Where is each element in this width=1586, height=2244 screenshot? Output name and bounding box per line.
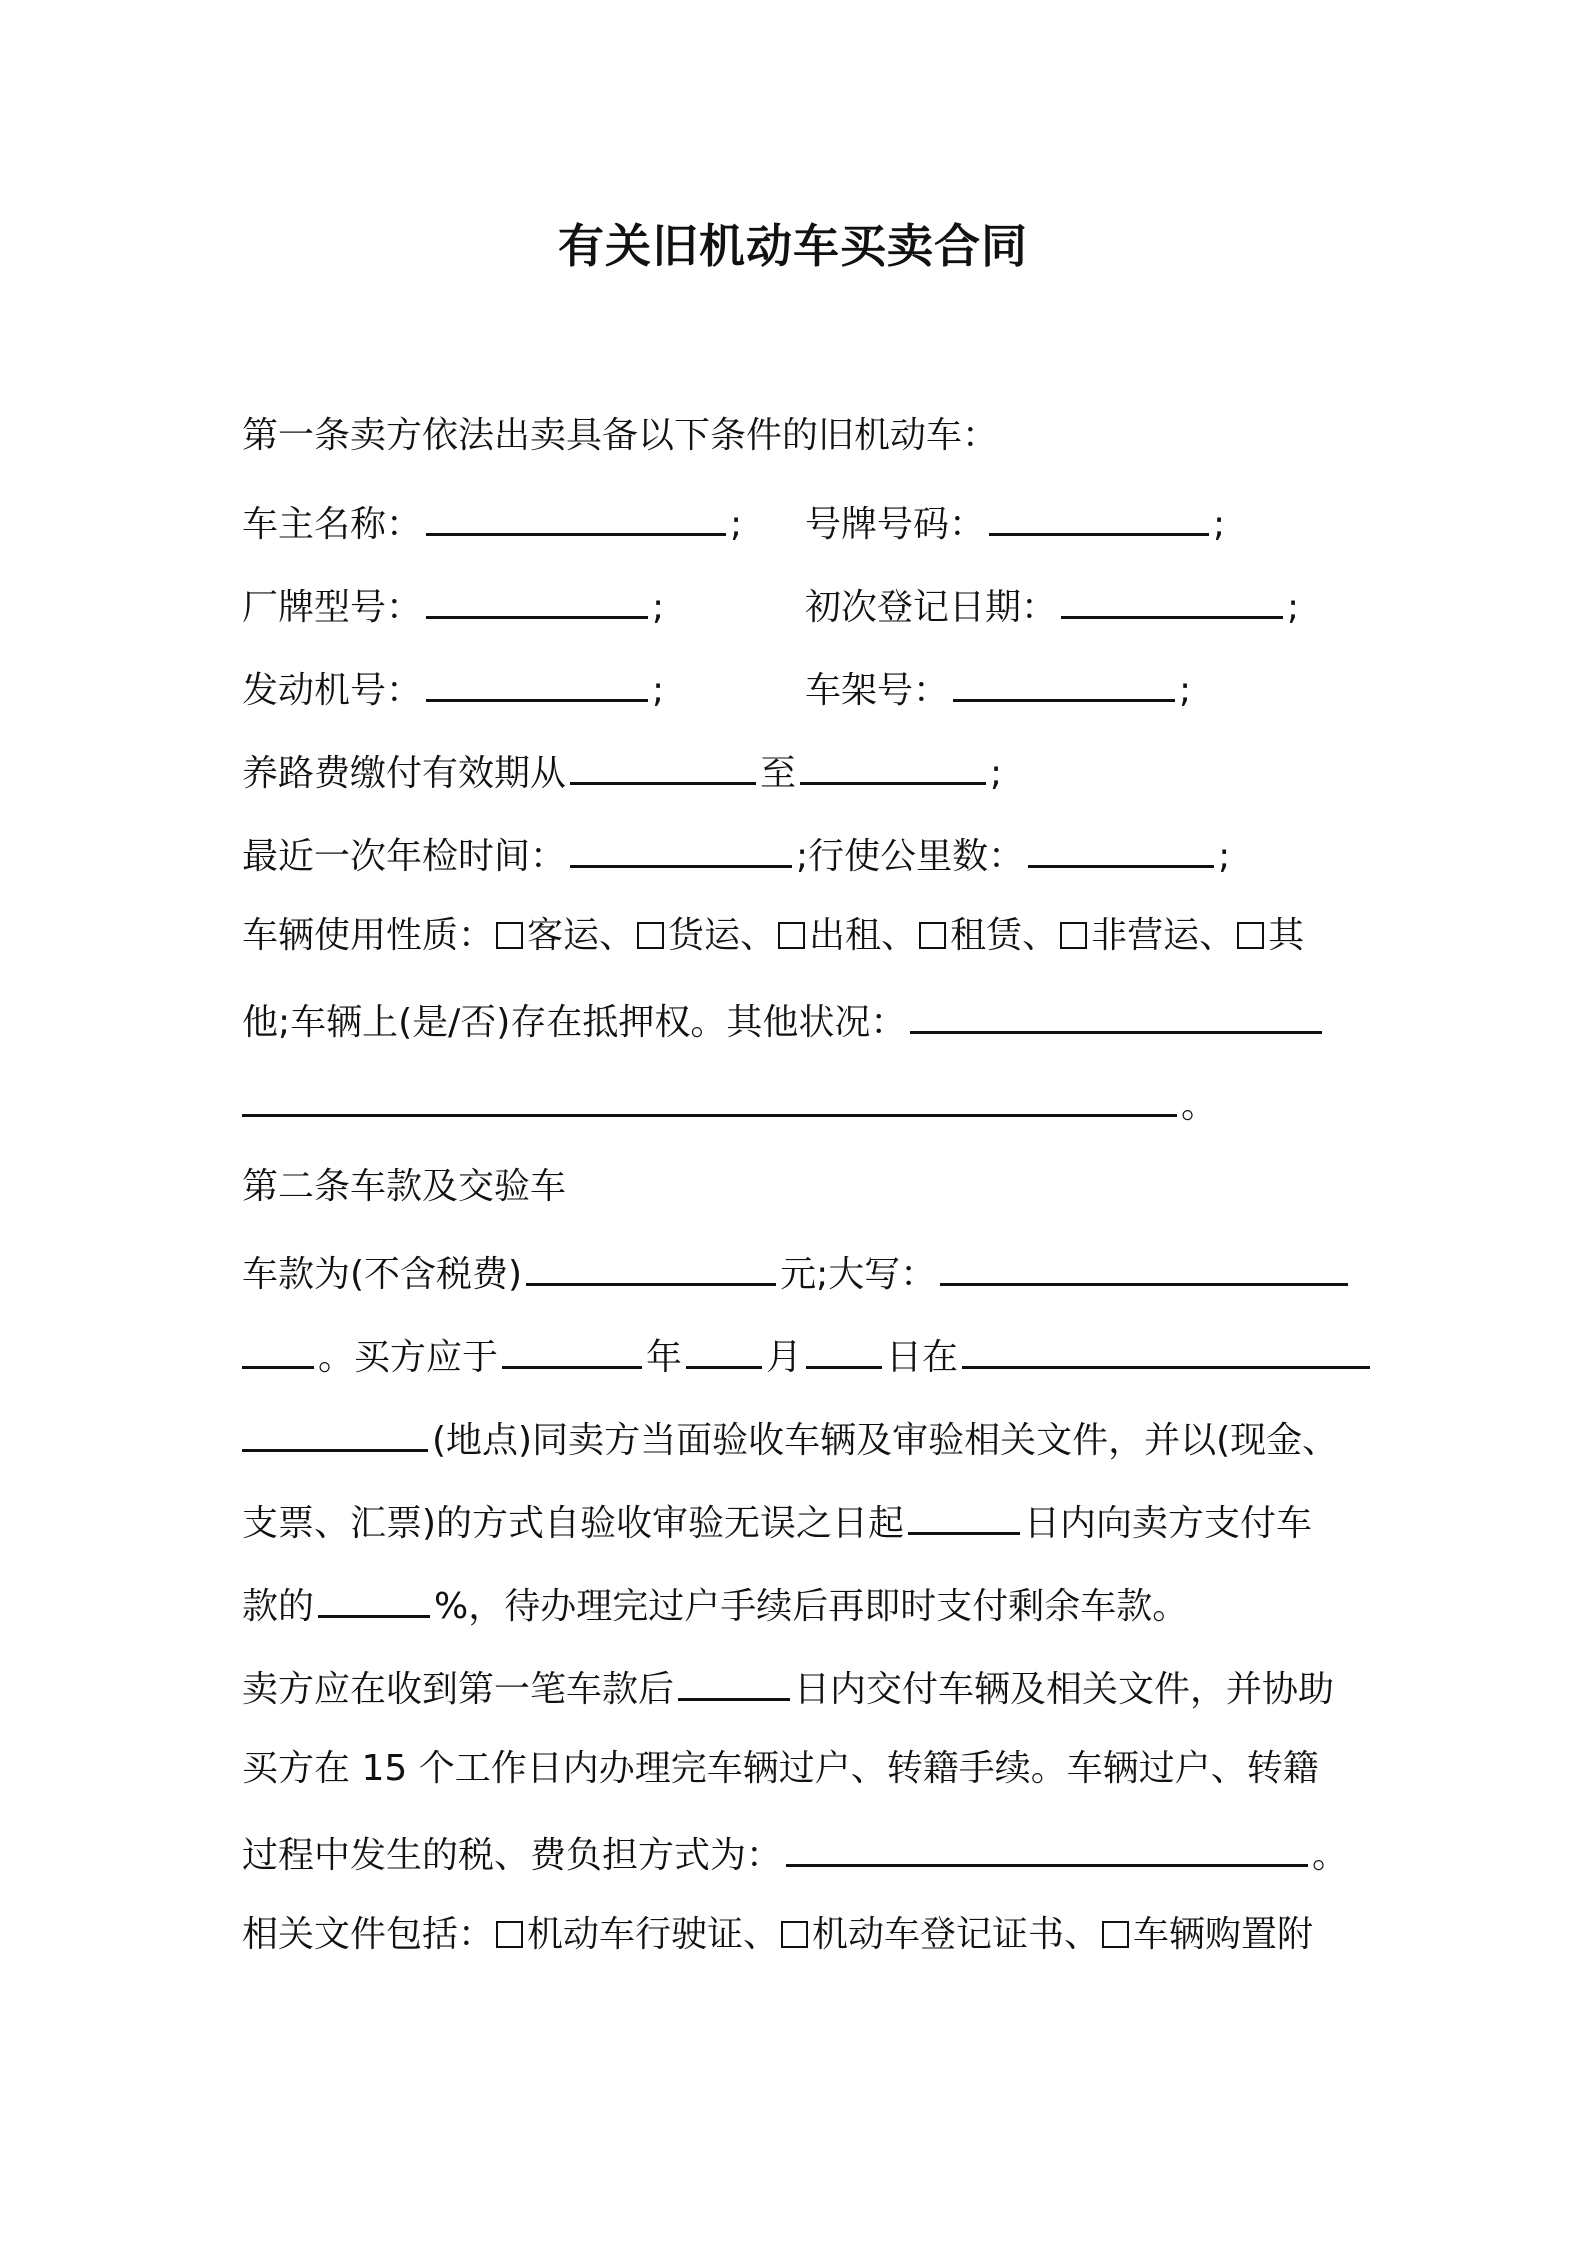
percent-blank[interactable] (318, 1579, 430, 1618)
plate-blank[interactable] (989, 497, 1209, 536)
brand-blank[interactable] (426, 580, 648, 619)
price-label: 车款为(不含税费) (242, 1254, 523, 1295)
other-status-cont-row: 。 (242, 1078, 1217, 1130)
usage-checkbox-freight[interactable] (637, 922, 664, 949)
usage-checkbox-lease[interactable] (919, 922, 946, 949)
owner-row: 车主名称： ; (242, 497, 742, 549)
usage-label: 车辆使用性质： (242, 915, 495, 956)
other-status-blank[interactable] (910, 995, 1322, 1034)
location-blank[interactable] (962, 1330, 1370, 1369)
page-title: 有关旧机动车买卖合同 (558, 219, 1028, 273)
road-fee-row: 养路费缴付有效期从 至 ; (242, 746, 1002, 798)
year-blank[interactable] (502, 1330, 642, 1369)
pay-days-blank[interactable] (908, 1496, 1020, 1535)
docs-checkbox-purchase-tax[interactable] (1102, 1921, 1129, 1948)
frame-blank[interactable] (953, 663, 1175, 702)
brand-label: 厂牌型号： (242, 587, 423, 628)
road-fee-from-blank[interactable] (570, 746, 756, 785)
location-row: (地点)同卖方当面验收车辆及审验相关文件，并以(现金、 (242, 1413, 1338, 1465)
mileage-blank[interactable] (1028, 829, 1214, 868)
usage-checkbox-nonoperating[interactable] (1060, 922, 1087, 949)
inspection-label: 最近一次年检时间： (242, 836, 567, 877)
price-blank[interactable] (526, 1247, 776, 1286)
engine-blank[interactable] (426, 663, 648, 702)
usage-checkbox-other[interactable] (1237, 922, 1264, 949)
first-reg-label: 初次登记日期： (805, 587, 1058, 628)
brand-row: 厂牌型号： ; (242, 580, 664, 632)
inspection-blank[interactable] (570, 829, 792, 868)
article2-heading: 第二条车款及交验车 (242, 1166, 567, 1207)
other-status-blank-2[interactable] (242, 1078, 1177, 1117)
engine-label: 发动机号： (242, 670, 423, 711)
road-fee-to-blank[interactable] (800, 746, 986, 785)
location-blank-2[interactable] (242, 1413, 428, 1452)
first-reg-row: 初次登记日期： ; (805, 580, 1299, 632)
docs-checkbox-registration[interactable] (781, 1921, 808, 1948)
plate-label: 号牌号码： (805, 504, 986, 545)
price-row: 车款为(不含税费) 元;大写： (242, 1247, 1352, 1299)
first-reg-blank[interactable] (1061, 580, 1283, 619)
plate-row: 号牌号码： ; (805, 497, 1225, 549)
article1-heading: 第一条卖方依法出卖具备以下条件的旧机动车： (242, 415, 999, 456)
mileage-label: ;行使公里数： (796, 836, 1025, 877)
docs-label: 相关文件包括： (242, 1914, 495, 1955)
price-capital-blank[interactable] (940, 1247, 1348, 1286)
usage-checkbox-passenger[interactable] (496, 922, 523, 949)
frame-row: 车架号： ; (805, 663, 1191, 715)
day-blank[interactable] (806, 1330, 882, 1369)
payment-method-row: 支票、汇票)的方式自验收审验无误之日起 日内向卖方支付车 (242, 1496, 1312, 1548)
inspection-row: 最近一次年检时间： ;行使公里数： ; (242, 829, 1230, 881)
other-status-label: 他;车辆上(是/否)存在抵押权。其他状况： (242, 1002, 907, 1043)
percent-row: 款的 %，待办理完过户手续后再即时支付剩余车款。 (242, 1579, 1188, 1631)
owner-blank[interactable] (426, 497, 726, 536)
tax-row: 过程中发生的税、费负担方式为： 。 (242, 1828, 1348, 1880)
frame-label: 车架号： (805, 670, 950, 711)
usage-row: 车辆使用性质： 客运、 货运、 出租、 租赁、 非营运、 其 (242, 915, 1305, 956)
usage-cont-row (242, 995, 1326, 1047)
price-capital-blank-2[interactable] (242, 1330, 314, 1369)
month-blank[interactable] (686, 1330, 762, 1369)
docs-checkbox-license[interactable] (496, 1921, 523, 1948)
road-fee-label: 养路费缴付有效期从 (242, 753, 567, 794)
owner-label: 车主名称： (242, 504, 423, 545)
pay-date-row: 。买方应于 年 月 日在 (242, 1330, 1374, 1382)
usage-checkbox-taxi[interactable] (778, 922, 805, 949)
deliver-days-blank[interactable] (678, 1662, 790, 1701)
tax-blank[interactable] (786, 1828, 1308, 1867)
docs-row: 相关文件包括： 机动车行驶证、 机动车登记证书、 车辆购置附 (242, 1914, 1314, 1955)
deliver-row: 卖方应在收到第一笔车款后 日内交付车辆及相关文件，并协助 (242, 1662, 1334, 1714)
engine-row: 发动机号： ; (242, 663, 664, 715)
transfer-row: 买方在 15 个工作日内办理完车辆过户、转籍手续。车辆过户、转籍 (242, 1748, 1319, 1789)
